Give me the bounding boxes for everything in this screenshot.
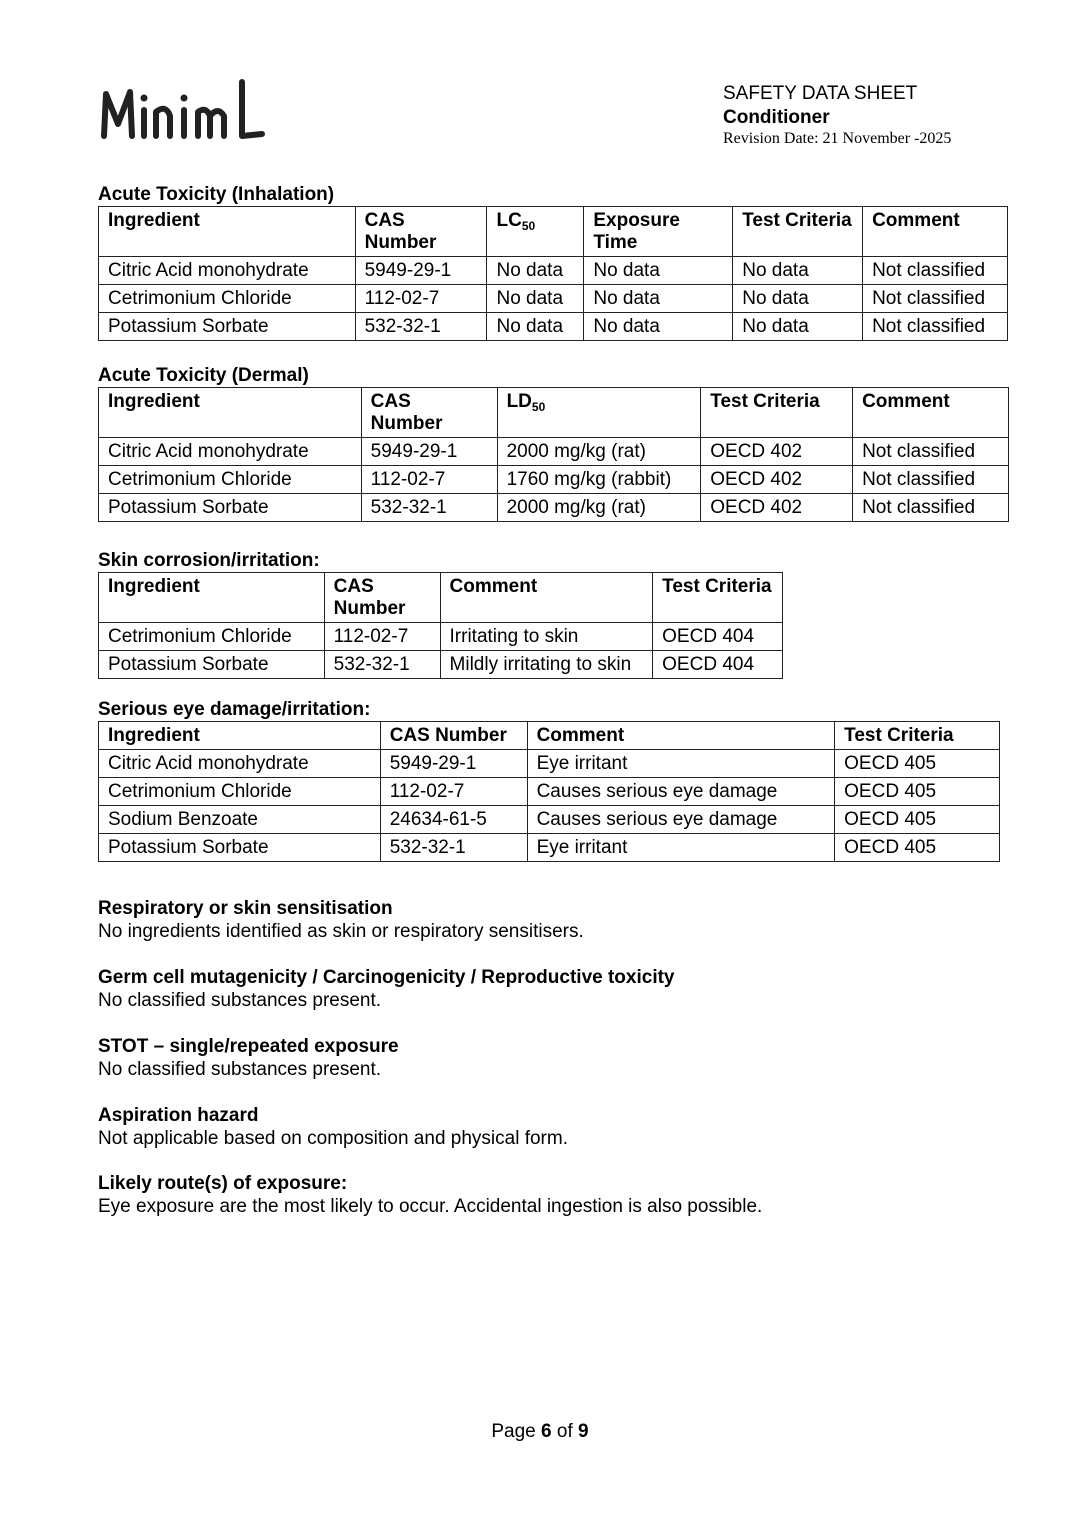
lc-subscript: 50 bbox=[521, 219, 536, 233]
cell-exposure: No data bbox=[584, 285, 733, 313]
ld-subscript: 50 bbox=[531, 400, 546, 414]
table-row bbox=[99, 778, 1000, 806]
col-criteria: Test Criteria bbox=[835, 722, 1000, 750]
col-comment: Comment bbox=[440, 573, 653, 623]
cell-ingredient: Cetrimonium Chloride bbox=[99, 623, 325, 651]
cell-comment: Not classified bbox=[863, 257, 1008, 285]
cell-comment: Eye irritant bbox=[527, 834, 835, 862]
col-ingredient: Ingredient bbox=[99, 388, 362, 438]
col-ingredient: Ingredient bbox=[99, 573, 325, 623]
cell-criteria: OECD 405 bbox=[835, 834, 1000, 862]
revision-date: Revision Date: 21 November -2025 bbox=[723, 130, 952, 147]
table-row bbox=[99, 623, 783, 651]
cell-cas: 5949-29-1 bbox=[380, 750, 527, 778]
cell-comment: Not classified bbox=[853, 494, 1009, 522]
cell-cas: 532-32-1 bbox=[361, 494, 497, 522]
aspiration-text: Not applicable based on composition and physical form. bbox=[98, 1128, 568, 1149]
cell-criteria: OECD 402 bbox=[701, 438, 853, 466]
inhalation-title: Acute Toxicity (Inhalation) bbox=[98, 184, 335, 205]
cell-lc50: No data bbox=[487, 313, 584, 341]
eye-table bbox=[98, 721, 1000, 862]
table-row bbox=[99, 806, 1000, 834]
cell-criteria: No data bbox=[733, 257, 863, 285]
col-cas: CAS Number bbox=[361, 388, 497, 438]
page-footer bbox=[0, 1421, 1080, 1443]
table-row bbox=[99, 466, 1009, 494]
cell-ingredient: Cetrimonium Chloride bbox=[99, 285, 356, 313]
table-row bbox=[99, 750, 1000, 778]
cell-ingredient: Cetrimonium Chloride bbox=[99, 466, 362, 494]
document-header bbox=[723, 82, 951, 148]
cell-ld50: 2000 mg/kg (rat) bbox=[497, 438, 701, 466]
dermal-section bbox=[98, 365, 1009, 522]
col-comment: Comment bbox=[527, 722, 835, 750]
table-row bbox=[99, 494, 1009, 522]
inhalation-section bbox=[98, 184, 1008, 341]
col-cas: CAS Number bbox=[324, 573, 440, 623]
col-criteria: Test Criteria bbox=[733, 207, 863, 257]
cell-ingredient: Cetrimonium Chloride bbox=[99, 778, 381, 806]
cell-comment: Mildly irritating to skin bbox=[440, 651, 653, 679]
cell-cas: 5949-29-1 bbox=[355, 257, 487, 285]
cell-criteria: OECD 404 bbox=[653, 623, 783, 651]
stot-text: No classified substances present. bbox=[98, 1059, 382, 1080]
cell-comment: Not classified bbox=[863, 313, 1008, 341]
sensitisation-section bbox=[98, 897, 584, 943]
table-row bbox=[99, 834, 1000, 862]
product-name: Conditioner bbox=[723, 107, 830, 128]
col-lc50 bbox=[487, 207, 584, 257]
cell-ingredient: Citric Acid monohydrate bbox=[99, 438, 362, 466]
cell-comment: Irritating to skin bbox=[440, 623, 653, 651]
col-ld50 bbox=[497, 388, 701, 438]
cell-cas: 112-02-7 bbox=[324, 623, 440, 651]
cell-ingredient: Potassium Sorbate bbox=[99, 494, 362, 522]
cell-exposure: No data bbox=[584, 313, 733, 341]
cell-cas: 5949-29-1 bbox=[361, 438, 497, 466]
cell-ld50: 1760 mg/kg (rabbit) bbox=[497, 466, 701, 494]
mutagenicity-title: Germ cell mutagenicity / Carcinogenicity / Reproductive toxicity bbox=[98, 967, 675, 988]
col-ingredient: Ingredient bbox=[99, 722, 381, 750]
table-row bbox=[99, 438, 1009, 466]
cell-ingredient: Potassium Sorbate bbox=[99, 313, 356, 341]
table-header-row bbox=[99, 573, 783, 623]
ld-label: LD bbox=[506, 391, 532, 412]
mutagenicity-text: No classified substances present. bbox=[98, 990, 382, 1011]
cell-ingredient: Potassium Sorbate bbox=[99, 651, 325, 679]
cell-lc50: No data bbox=[487, 285, 584, 313]
eye-title: Serious eye damage/irritation: bbox=[98, 699, 371, 720]
dermal-title: Acute Toxicity (Dermal) bbox=[98, 365, 309, 386]
page-word: Page bbox=[491, 1421, 536, 1442]
sensitisation-title: Respiratory or skin sensitisation bbox=[98, 898, 393, 919]
exposure-routes-title: Likely route(s) of exposure: bbox=[98, 1173, 348, 1194]
cell-lc50: No data bbox=[487, 257, 584, 285]
col-criteria: Test Criteria bbox=[701, 388, 853, 438]
skin-section bbox=[98, 550, 783, 679]
cell-exposure: No data bbox=[584, 257, 733, 285]
cell-cas: 532-32-1 bbox=[324, 651, 440, 679]
cell-cas: 112-02-7 bbox=[380, 778, 527, 806]
table-row bbox=[99, 313, 1008, 341]
dermal-table bbox=[98, 387, 1009, 522]
cell-cas: 112-02-7 bbox=[361, 466, 497, 494]
cell-ingredient: Citric Acid monohydrate bbox=[99, 257, 356, 285]
aspiration-title: Aspiration hazard bbox=[98, 1105, 259, 1126]
col-cas: CAS Number bbox=[355, 207, 487, 257]
cell-criteria: OECD 405 bbox=[835, 778, 1000, 806]
aspiration-section bbox=[98, 1104, 568, 1150]
cell-comment: Not classified bbox=[853, 438, 1009, 466]
exposure-routes-section bbox=[98, 1172, 762, 1218]
exposure-routes-text: Eye exposure are the most likely to occur. Accidental ingestion is also possible. bbox=[98, 1196, 763, 1217]
cell-comment: Causes serious eye damage bbox=[527, 806, 835, 834]
table-header-row bbox=[99, 722, 1000, 750]
cell-ingredient: Potassium Sorbate bbox=[99, 834, 381, 862]
skin-table bbox=[98, 572, 783, 679]
cell-criteria: No data bbox=[733, 285, 863, 313]
cell-comment: Eye irritant bbox=[527, 750, 835, 778]
table-header-row bbox=[99, 207, 1008, 257]
cell-criteria: No data bbox=[733, 313, 863, 341]
cell-cas: 532-32-1 bbox=[380, 834, 527, 862]
document-type: SAFETY DATA SHEET bbox=[723, 83, 918, 104]
cell-criteria: OECD 405 bbox=[835, 806, 1000, 834]
stot-section bbox=[98, 1035, 399, 1081]
eye-section bbox=[98, 699, 1000, 862]
col-comment: Comment bbox=[863, 207, 1008, 257]
table-header-row bbox=[99, 388, 1009, 438]
table-row bbox=[99, 285, 1008, 313]
cell-criteria: OECD 404 bbox=[653, 651, 783, 679]
table-row bbox=[99, 651, 783, 679]
cell-ld50: 2000 mg/kg (rat) bbox=[497, 494, 701, 522]
of-word: of bbox=[556, 1421, 573, 1442]
stot-title: STOT – single/repeated exposure bbox=[98, 1036, 399, 1057]
current-page: 6 bbox=[541, 1421, 552, 1442]
col-criteria: Test Criteria bbox=[653, 573, 783, 623]
mutagenicity-section bbox=[98, 966, 675, 1012]
total-pages: 9 bbox=[578, 1421, 589, 1442]
cell-comment: Causes serious eye damage bbox=[527, 778, 835, 806]
cell-criteria: OECD 405 bbox=[835, 750, 1000, 778]
cell-cas: 24634-61-5 bbox=[380, 806, 527, 834]
miniml-logo bbox=[98, 72, 268, 152]
sensitisation-text: No ingredients identified as skin or respiratory sensitisers. bbox=[98, 921, 584, 942]
cell-criteria: OECD 402 bbox=[701, 494, 853, 522]
cell-ingredient: Citric Acid monohydrate bbox=[99, 750, 381, 778]
table-row bbox=[99, 257, 1008, 285]
skin-title: Skin corrosion/irritation: bbox=[98, 550, 320, 571]
cell-cas: 112-02-7 bbox=[355, 285, 487, 313]
cell-comment: Not classified bbox=[863, 285, 1008, 313]
col-exposure: Exposure Time bbox=[584, 207, 733, 257]
inhalation-table bbox=[98, 206, 1008, 341]
lc-label: LC bbox=[496, 210, 522, 231]
cell-comment: Not classified bbox=[853, 466, 1009, 494]
col-cas: CAS Number bbox=[380, 722, 527, 750]
cell-ingredient: Sodium Benzoate bbox=[99, 806, 381, 834]
col-ingredient: Ingredient bbox=[99, 207, 356, 257]
col-comment: Comment bbox=[853, 388, 1009, 438]
cell-cas: 532-32-1 bbox=[355, 313, 487, 341]
cell-criteria: OECD 402 bbox=[701, 466, 853, 494]
